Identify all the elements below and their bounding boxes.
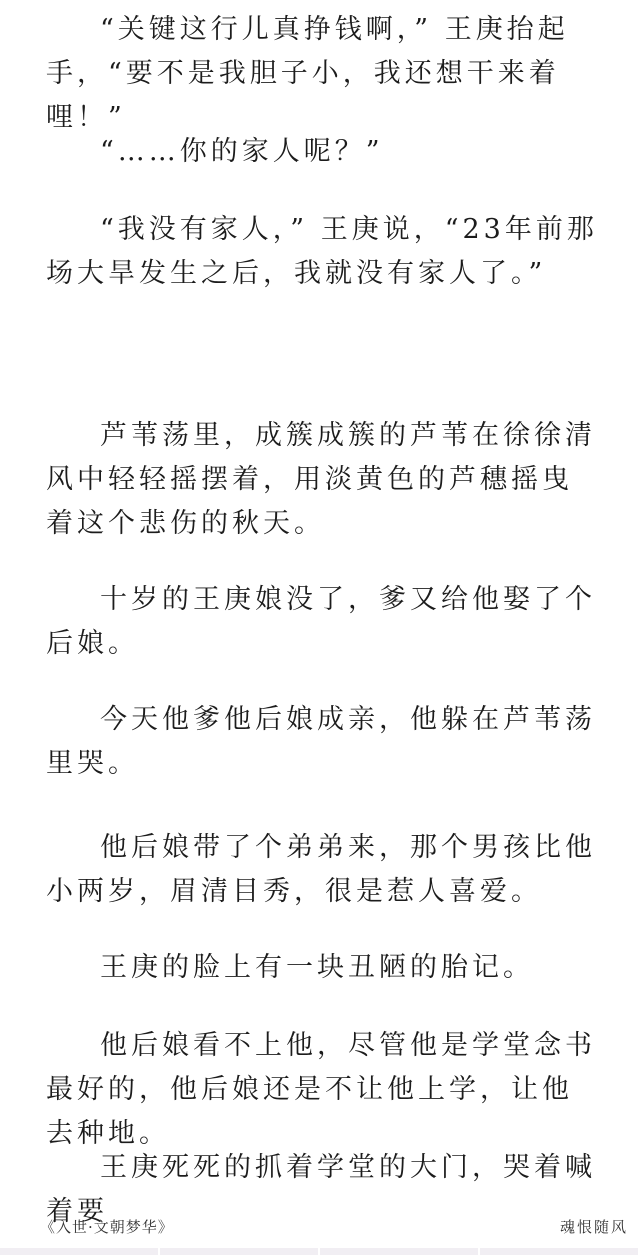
strip-segment — [320, 1248, 480, 1255]
paragraph-stepmother: 十岁的王庚娘没了，爹又给他娶了个后娘。 — [46, 584, 596, 659]
footer-author: 魂恨随风 — [559, 1218, 628, 1236]
paragraph-dialogue-2: “……你的家人呢？” — [100, 136, 384, 167]
strip-segment — [160, 1248, 320, 1255]
paragraph-birthmark: 王庚的脸上有一块丑陋的胎记。 — [100, 952, 534, 983]
paragraph-wedding: 今天他爹他后娘成亲，他躲在芦苇荡里哭。 — [46, 704, 596, 779]
strip-segment — [480, 1248, 640, 1255]
paragraph-reeds: 芦苇荡里，成簇成簇的芦苇在徐徐清风中轻轻摇摆着，用淡黄色的芦穗摇曳着这个悲伤的秋天。 — [46, 420, 596, 539]
bottom-divider-strip — [0, 1248, 640, 1255]
strip-segment — [0, 1248, 160, 1255]
paragraph-dialogue-3: “我没有家人，” 王庚说，“23年前那场大旱发生之后，我就没有家人了。” — [46, 214, 598, 289]
page-footer — [0, 1214, 640, 1240]
paragraph-dialogue-1: “关键这行儿真挣钱啊，” 王庚抬起手，“要不是我胆子小，我还想干来着哩！” — [46, 14, 569, 133]
footer-book-title: 《入世·文朝梦华》 — [40, 1218, 174, 1236]
paragraph-school: 他后娘看不上他，尽管他是学堂念书最好的，他后娘还是不让他上学，让他去种地。 — [46, 1030, 596, 1149]
paragraph-brother: 他后娘带了个弟弟来，那个男孩比他小两岁，眉清目秀，很是惹人喜爱。 — [46, 832, 596, 907]
paragraph-gate: 王庚死死的抓着学堂的大门，哭着喊着要 — [46, 1152, 596, 1227]
